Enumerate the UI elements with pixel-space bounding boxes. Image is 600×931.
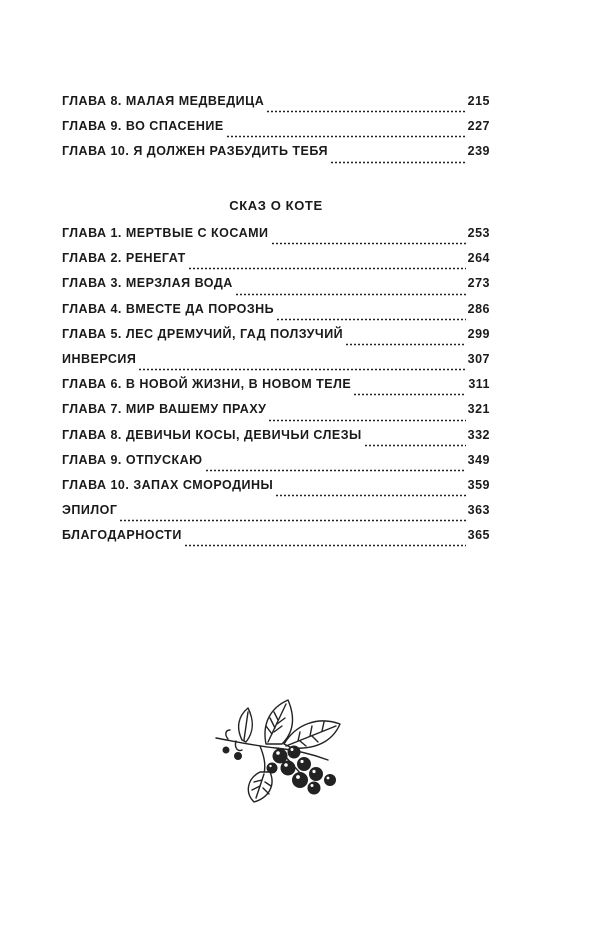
toc-entry-title: ГЛАВА 9. ОТПУСКАЮ <box>62 452 203 467</box>
dot-leader <box>266 106 465 116</box>
toc-entry-page: 215 <box>467 94 490 108</box>
toc-entry-title: ГЛАВА 6. В НОВОЙ ЖИЗНИ, В НОВОМ ТЕЛЕ <box>62 377 352 392</box>
toc-entry-page: 273 <box>467 276 490 291</box>
toc-entry-page: 349 <box>467 452 490 467</box>
toc-entry-page: 307 <box>467 351 490 366</box>
dot-leader <box>330 157 466 167</box>
toc-entry-page: 363 <box>467 503 490 518</box>
dot-leader <box>184 540 466 550</box>
toc-entry-page: 239 <box>467 144 490 159</box>
dot-leader <box>268 415 465 425</box>
toc-entry[interactable] <box>62 428 490 453</box>
toc-entry-title: ГЛАВА 9. ВО СПАСЕНИЕ <box>62 119 224 134</box>
toc-entry-title: ГЛАВА 2. РЕНЕГАТ <box>62 251 186 266</box>
toc-entry-page: 253 <box>467 226 490 240</box>
toc-entry-page: 227 <box>467 119 490 134</box>
dot-leader <box>226 131 466 141</box>
toc-entry-title: ГЛАВА 10. Я ДОЛЖЕН РАЗБУДИТЬ ТЕБЯ <box>62 144 329 159</box>
toc-entry-page: 359 <box>467 477 490 492</box>
dot-leader <box>235 289 466 299</box>
toc-entry[interactable] <box>62 327 490 352</box>
toc-entry-page: 311 <box>468 377 490 392</box>
dot-leader <box>271 238 466 248</box>
dot-leader <box>364 440 466 450</box>
toc-entry-page: 365 <box>467 528 490 543</box>
toc-entry-title: ГЛАВА 8. ДЕВИЧЬИ КОСЫ, ДЕВИЧЬИ СЛЕЗЫ <box>62 427 362 442</box>
toc-entry[interactable] <box>62 144 490 169</box>
toc-entry[interactable] <box>62 453 490 478</box>
toc-entry-title: ИНВЕРСИЯ <box>62 351 137 366</box>
toc-entry[interactable] <box>62 119 490 144</box>
toc-entry-page: 264 <box>467 251 490 266</box>
toc-entry[interactable] <box>62 503 490 528</box>
table-of-contents-section <box>62 226 490 553</box>
toc-entry-page: 321 <box>467 402 490 417</box>
toc-entry[interactable] <box>62 94 490 119</box>
table-of-contents-top <box>62 94 490 170</box>
toc-entry-title: ГЛАВА 8. МАЛАЯ МЕДВЕДИЦА <box>62 94 265 108</box>
toc-entry-title: ГЛАВА 7. МИР ВАШЕМУ ПРАХУ <box>62 402 267 417</box>
toc-entry[interactable] <box>62 528 490 553</box>
currant-branch-icon <box>208 690 358 805</box>
dot-leader <box>119 515 465 525</box>
section-title: СКАЗ О КОТЕ <box>229 198 323 213</box>
toc-entry[interactable] <box>62 402 490 427</box>
dot-leader <box>188 263 466 273</box>
dot-leader <box>205 465 466 475</box>
toc-entry-title: ГЛАВА 3. МЕРЗЛАЯ ВОДА <box>62 276 233 291</box>
toc-entry[interactable] <box>62 251 490 276</box>
toc-entry[interactable] <box>62 226 490 251</box>
dot-leader <box>138 364 465 374</box>
toc-entry[interactable] <box>62 377 490 402</box>
toc-entry-title: ЭПИЛОГ <box>62 503 118 518</box>
toc-entry[interactable] <box>62 276 490 301</box>
toc-entry-title: ГЛАВА 4. ВМЕСТЕ ДА ПОРОЗНЬ <box>62 301 275 316</box>
dot-leader <box>275 490 465 500</box>
toc-entry-title: ГЛАВА 1. МЕРТВЫЕ С КОСАМИ <box>62 226 269 240</box>
toc-entry-title: ГЛАВА 10. ЗАПАХ СМОРОДИНЫ <box>62 477 274 492</box>
toc-entry[interactable] <box>62 478 490 503</box>
dot-leader <box>353 389 466 399</box>
toc-entry[interactable] <box>62 352 490 377</box>
dot-leader <box>276 314 465 324</box>
toc-entry-title: ГЛАВА 5. ЛЕС ДРЕМУЧИЙ, ГАД ПОЛЗУЧИЙ <box>62 326 344 341</box>
toc-entry[interactable] <box>62 302 490 327</box>
toc-entry-page: 332 <box>467 427 490 442</box>
toc-entry-page: 286 <box>467 301 490 316</box>
toc-entry-page: 299 <box>467 326 490 341</box>
toc-entry-title: БЛАГОДАРНОСТИ <box>62 528 182 543</box>
dot-leader <box>345 339 465 349</box>
